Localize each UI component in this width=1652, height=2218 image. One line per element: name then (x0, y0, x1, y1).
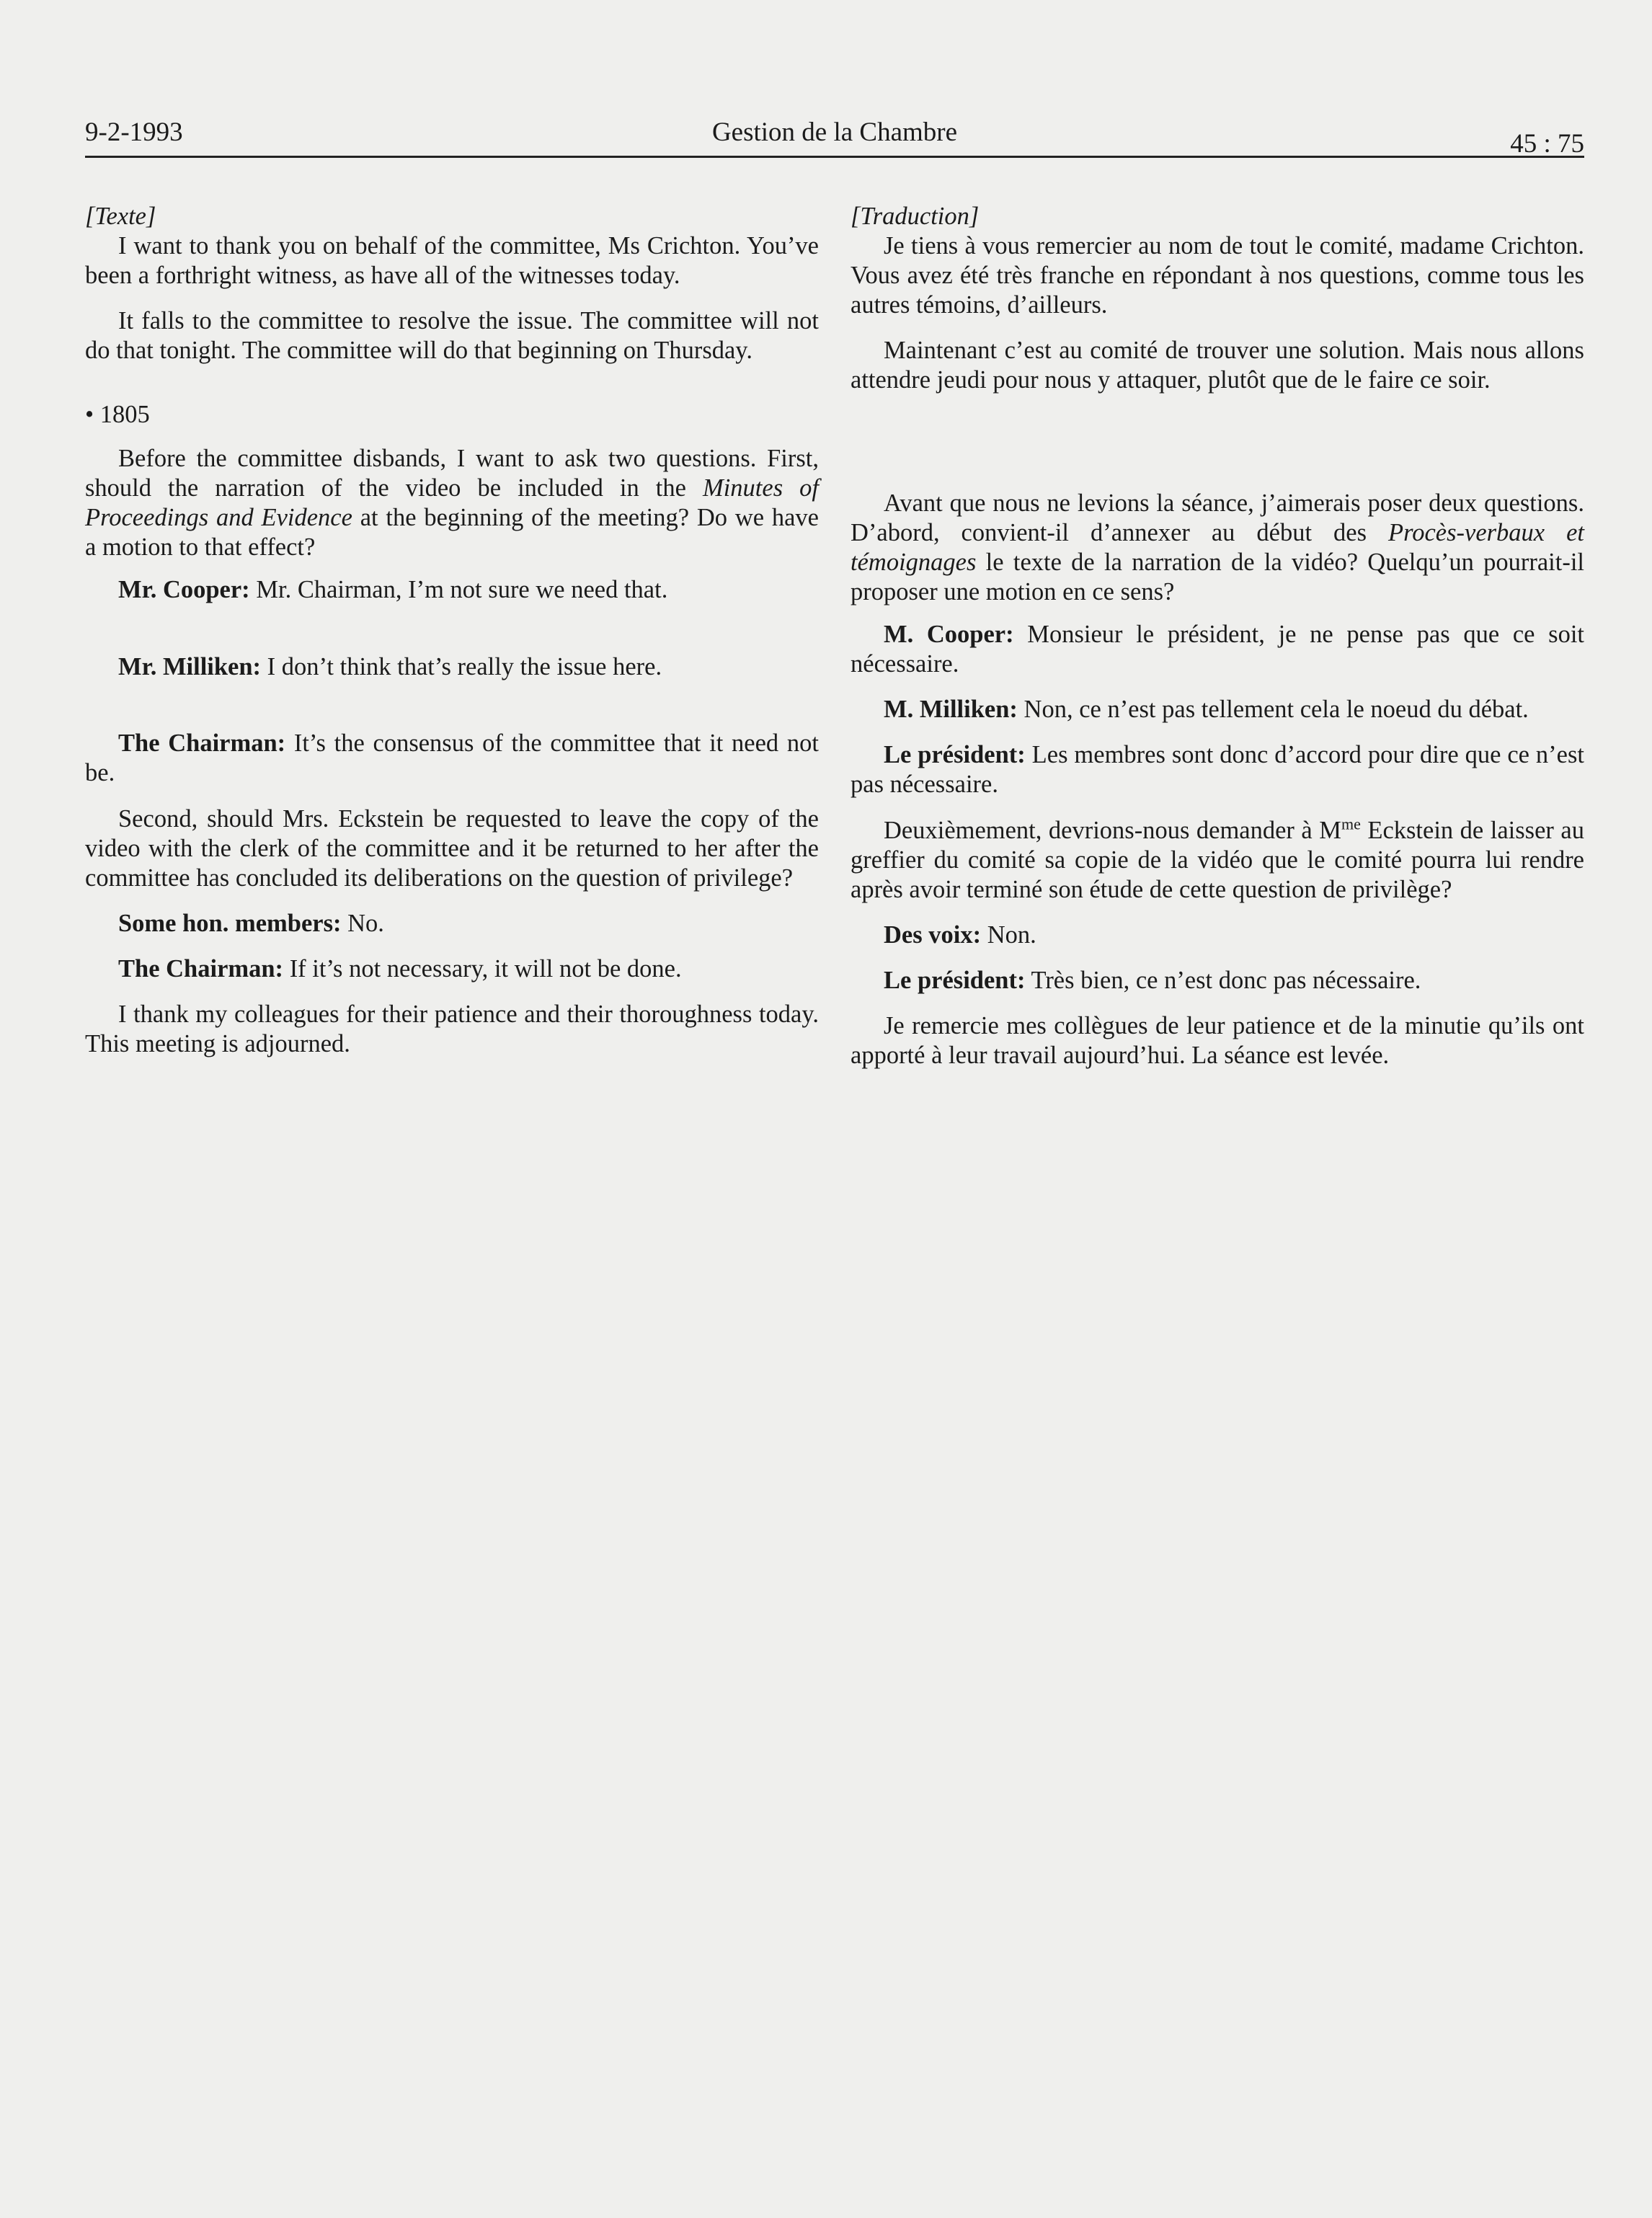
speaker-name: Des voix: (884, 921, 982, 949)
right-speech-president-2: Le président: Très bien, ce n’est donc pas nécessaire. (884, 967, 1421, 994)
speaker-name: M. Cooper: (884, 621, 1014, 648)
right-paragraph-2: Maintenant c’est au comité de trouver une solution. Mais nous allons attendre jeudi pour nous y attaquer, plutôt que de le faire ce soir. (851, 337, 1584, 394)
right-paragraph-5: Je remercie mes collègues de leur patience et de la minutie qu’ils ont apporté à leur travail aujourd’hui. La séance est levée. (851, 1012, 1584, 1069)
speaker-name: The Chairman: (118, 729, 286, 757)
left-paragraph-2: It falls to the committee to resolve the issue. The committee will not do that tonight. The committee will do that beginning on Thursday. (85, 307, 819, 364)
speaker-name: M. Milliken: (884, 696, 1018, 723)
time-marker: • 1805 (85, 401, 150, 428)
left-speech-chairman-2: The Chairman: If it’s not necessary, it will not be done. (118, 955, 682, 982)
header-title: Gestion de la Chambre (711, 117, 958, 147)
left-speech-members: Some hon. members: No. (118, 910, 384, 937)
right-speech-cooper: M. Cooper: Monsieur le président, je ne pense pas que ce soit nécessaire. (851, 621, 1584, 678)
left-language-tag: [Texte] (85, 203, 156, 230)
speaker-name: Le président: (884, 967, 1026, 994)
speaker-name: Mr. Cooper: (118, 576, 250, 603)
right-speech-voices: Des voix: Non. (884, 921, 1036, 949)
right-paragraph-3: Avant que nous ne levions la séance, j’aimerais poser deux questions. D’abord, convient-il d’annexer au début des Procès-verbaux et témoignages le texte de la narration de la vidéo? Quelqu’un pourrait-il proposer une motion en ce sens? (851, 489, 1584, 605)
header-date: 9-2-1993 (85, 117, 183, 147)
french-column (851, 202, 1584, 1070)
header-page-number: 45 : 75 (1510, 129, 1584, 159)
left-title-minutes: Minutes of Proceedings and Evidence (85, 474, 820, 531)
right-language-tag: [Traduction] (851, 203, 980, 230)
right-title-proces-verbaux: Procès-verbaux et témoignages (851, 519, 1584, 576)
left-paragraph-4: Second, should Mrs. Eckstein be requested to leave the copy of the video with the clerk of the committee and it be returned to her after the committee has concluded its deliberations on the question of privilege? (85, 805, 819, 892)
speaker-name: Le président: (884, 741, 1026, 768)
left-paragraph-1: I want to thank you on behalf of the committee, Ms Crichton. You’ve been a forthright witness, as have all of the witnesses today. (85, 232, 819, 289)
right-speech-president-1: Le président: Les membres sont donc d’accord pour dire que ce n’est pas nécessaire. (851, 741, 1584, 798)
left-speech-cooper: Mr. Cooper: Mr. Chairman, I’m not sure we need that. (118, 576, 668, 603)
speaker-name: Mr. Milliken: (118, 653, 262, 680)
right-speech-milliken: M. Milliken: Non, ce n’est pas tellement cela le noeud du débat. (884, 696, 1529, 723)
speaker-name: Some hon. members: (118, 910, 342, 937)
speaker-name: The Chairman: (118, 955, 284, 982)
page-header (85, 115, 1584, 158)
right-paragraph-4: Deuxièmement, devrions-nous demander à $M^{me}$ Eckstein de laisser au greffier du comité sa copie de la vidéo que le comité pourra lui rendre après avoir terminé son étude de cette question de privilège? (851, 815, 1584, 903)
left-speech-milliken: Mr. Milliken: I don’t think that’s really the issue here. (118, 653, 662, 680)
english-column (85, 202, 819, 1059)
left-speech-chairman-1: The Chairman: It’s the consensus of the committee that it need not be. (85, 729, 819, 786)
right-paragraph-1: Je tiens à vous remercier au nom de tout le comité, madame Crichton. Vous avez été très franche en répondant à nos questions, comme tous les autres témoins, d’ailleurs. (851, 232, 1584, 319)
left-paragraph-5: I thank my colleagues for their patience and their thoroughness today. This meeting is adjourned. (85, 1001, 819, 1057)
left-paragraph-3: Before the committee disbands, I want to ask two questions. First, should the narration of the video be included in the Minutes of Proceedings and Evidence at the beginning of the meeting? Do we have a motion to that effect? (85, 445, 820, 561)
